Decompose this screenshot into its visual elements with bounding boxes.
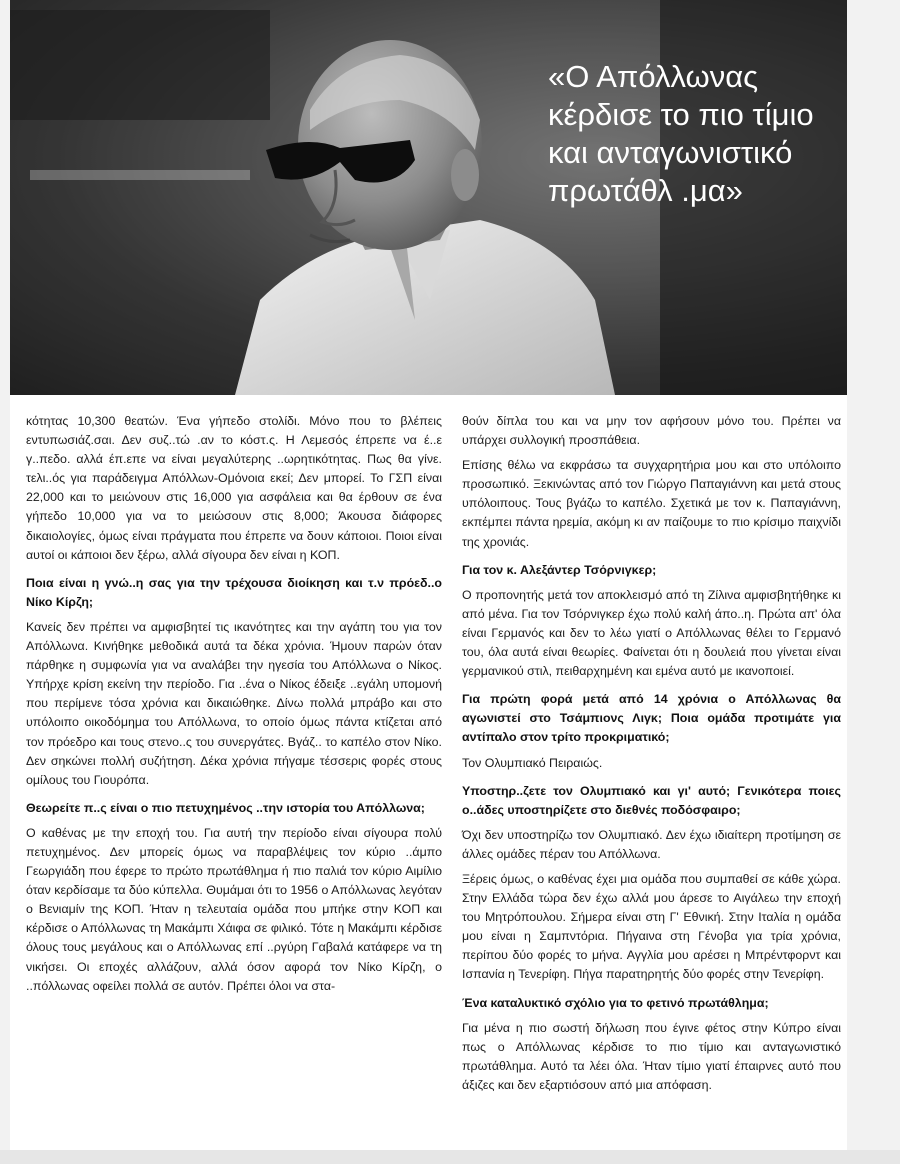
page-bottom-strip — [0, 1150, 900, 1164]
hero-photo — [10, 0, 847, 395]
interview-question: Θεωρείτε π..ς είναι ο πιο πετυχημένος ..την ιστορία του Απόλλωνα; — [26, 800, 425, 815]
article-paragraph: Ο προπονητής μετά τον αποκλεισμό από τη Ζίλινα αμφισβητήθηκε κι από μένα. Για τον Τσόρνιγκερ έχω πολύ καλή άπο..η. Πρώτα απ' όλα είναι Γερμανός και δεν το λέω γιατί ο Απόλλωνας θέλει το Γερμανό του, όλα αυτά είναι θεωρίες. Φαίνεται ότι η δουλειά που γίνεται είναι γερμανικού στιλ, πειθαρχημένη και εμένα αυτό με ικανοποιεί. — [462, 587, 841, 679]
interview-question: Για τον κ. Αλεξάντερ Τσόρνιγκερ; — [462, 562, 657, 577]
interview-question: Υποστηρ..ζετε τον Ολυμπιακό και γι' αυτό; Γενικότερα ποιες ο..άδες υποστηρίζετε στο διεθνές ποδόσφαιρο; — [462, 783, 841, 817]
article-paragraph: Όχι δεν υποστηρίζω τον Ολυμπιακό. Δεν έχω ιδιαίτερη προτίμηση σε άλλες ομάδες πέραν του Απόλλωνα. — [462, 827, 841, 861]
article-paragraph: Κανείς δεν πρέπει να αμφισβητεί τις ικανότητες και την αγάπη του για τον Απόλλωνα. Κινήθηκε μεθοδικά αυτά τα δέκα χρόνια. Ήμουν παρών όταν πάρθηκε η συμφωνία για να αναλάβει την ηγεσία του Απόλλωνα ο Νίκος. Υπήρχε κρίση εκείνη την περίοδο. Για ..ένα ο Νίκος έδειξε ..εγάλη υπομονή που περίμενε τόσα χρόνια και δικαιώθηκε. Δίνω πολλά μπράβο και στο υπόλοιπο οικοδόμημα του Απόλλωνα, το οποίο όμως πάντα κτίζεται από τον πρόεδρο και τους στενο..ς του συνεργάτες. Βγάζ.. το καπέλο στον Νίκο. Δεν σηκώνει πολλή συζήτηση. Δέκα χρόνια πήγαμε τέσσερις φορές στους ομίλους του Γιουρόπα. — [26, 619, 442, 787]
article-paragraph: Για μένα η πιο σωστή δήλωση που έγινε φέτος στην Κύπρο είναι πως ο Απόλλωνας κέρδισε το πιο τίμιο και ανταγωνιστικό πρωτάθλημα. Αυτό τα λέει όλα. Ήταν τίμιο γιατί έπαιρνες αυτό που άξιζες και δεν εξαρτιόσουν από μια απόφαση. — [462, 1020, 841, 1092]
article-column-left — [26, 412, 442, 1002]
headline: «Ο Απόλλωνας κέρδισε το πιο τίμιο και ανταγωνιστικό πρωτάθλ .μα» — [548, 59, 814, 208]
article-paragraph: Ξέρεις όμως, ο καθένας έχει μια ομάδα που συμπαθεί σε κάθε χώρα. Στην Ελλάδα τώρα δεν έχω αλλά μου άρεσε το Αιγάλεω την εποχή του Μητρόπουλου. Σήμερα είναι στη Γ' Εθνική. Στην Ιταλία η ομάδα μου είναι η Σαμπντόρια. Πήγαινα στη Γένοβα για τρία χρόνια, περίπου δύο φορές το μήνα. Αγγλία μου αρέσει η Μπρέντφορντ και Ισπανία η Τενερίφη. Πήγα παρατηρητής δύο φορές στην Τενερίφη. — [462, 871, 841, 982]
magazine-page — [10, 0, 847, 1150]
article-paragraph: Ο καθένας με την εποχή του. Για αυτή την περίοδο είναι σίγουρα πολύ πετυχημένος. Δεν μπορείς όμως να παραβλέψεις τον κύριο ..άμπο Γεωργιάδη που έφερε το πρώτο πρωτάθλημα ή πιο παλιά τον κύριο Αιμίλιο όταν κερδίσαμε τα δύο κύπελλα. Θυμάμαι ότι το 1956 ο Απόλλωνας λεγόταν ο Βενιαμίν της ΚΟΠ. Ήταν η τελευταία ομάδα που μπήκε στην ΚΟΠ και κέρδισε ο Απόλλωνας τη Μακάμπι Χάιφα σε φιλικό. Τότε η Μακάμπι κέρδισε όλους τους μεγάλους και ο Απόλλωνας επί ..ργύρη Γαβαλά κατάφερε να τη νικήσει. Οι εποχές αλλάζουν, αλλά όσον αφορά τον Νίκο Κίρζη, ο ..πόλλωνας οφείλει πολλά σε αυτόν. Πρέπει όλοι να στα- — [26, 825, 442, 993]
article-paragraph: Τον Ολυμπιακό Πειραιώς. — [462, 755, 603, 770]
article-column-right — [462, 412, 841, 1101]
article-paragraph: θούν δίπλα του και να μην τον αφήσουν μόνο του. Πρέπει να υπάρχει συλλογική προσπάθεια. — [462, 414, 841, 448]
interview-question: Ποια είναι η γνώ..η σας για την τρέχουσα διοίκηση και τ.ν πρόεδ..ο Νίκο Κίρζη; — [26, 575, 442, 609]
article-paragraph: κότητας 10,300 θεατών. Ένα γήπεδο στολίδι. Μόνο που το βλέπεις εντυπωσιάζ.σαι. Δεν συζ..τώ .αν το κόστ.ς. Η Λεμεσός έπρεπε να έ..ε γ..πεδο. αλλά έπ.επε να είναι μεγαλύτερης ..ωρητικότητας. Πως θα γίνε. τελι..ός για παράδειγμα Απόλλων-Ομόνοια εκεί; Δεν μπορεί. Το ΓΣΠ είναι 22,000 και το μειώνουν στις 16,000 για ασφάλεια και θα έρθουν σε ένα γήπεδο 10,000 για να το μειώσουν στις 8,000; Άκουσα διάφορες δικαιολογίες, όμως είναι πράγματα που έπρεπε να δουν κάποιοι. Ποιοι είναι αυτοί οι κάποιοι δεν ξέρω, αλλά σίγουρα δεν είναι η ΚΟΠ. — [26, 414, 442, 562]
interview-question: Για πρώτη φορά μετά από 14 χρόνια ο Απόλλωνας θα αγωνιστεί στο Τσάμπιονς Λιγκ; Ποια ομάδα προτιμάτε για αντίπαλο στον τρίτο προκριματικό; — [462, 692, 841, 745]
interview-question: Ένα καταλυκτικό σχόλιο για το φετινό πρωτάθλημα; — [462, 995, 769, 1010]
article-paragraph: Επίσης θέλω να εκφράσω τα συγχαρητήρια μου και στο υπόλοιπο προσωπικό. Ξεκινώντας από τον Γιώργο Παπαγιάννη και μετά στους υπόλοιπους. Τους βγάζω το καπέλο. Σχετικά με τον κ. Παπαγιάννη, εκπέμπει πάντα ηρεμία, ακόμη κι αν παίζουμε το πιο κρίσιμο παιχνίδι της χρονιάς. — [462, 458, 841, 549]
